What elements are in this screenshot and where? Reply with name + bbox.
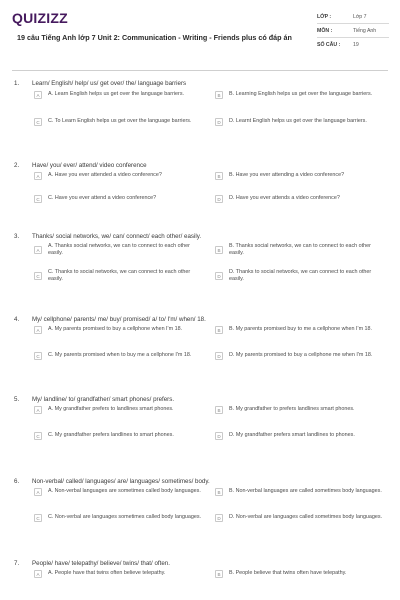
question-number: 7.	[14, 560, 20, 567]
question-header	[0, 476, 400, 488]
option-letter-box[interactable]: D	[215, 272, 223, 280]
option-letter-box[interactable]: B	[215, 488, 223, 496]
answer-option[interactable]	[34, 570, 215, 578]
question-header	[0, 314, 400, 326]
option-text: B. Thanks social networks, we can to connect to each other easily.	[229, 243, 371, 257]
header-divider	[12, 70, 388, 71]
question-number: 5.	[14, 396, 20, 403]
question-item	[0, 394, 400, 439]
answer-option[interactable]	[34, 91, 215, 99]
meta-row-class	[317, 10, 389, 24]
question-header	[0, 394, 400, 406]
option-text: A. People have that twins often believe telepathy.	[48, 570, 166, 577]
answer-row	[34, 570, 396, 578]
question-number: 3.	[14, 233, 20, 240]
answer-option[interactable]	[34, 243, 215, 258]
answer-option[interactable]	[215, 243, 396, 258]
answer-option[interactable]	[34, 118, 215, 126]
option-letter-box[interactable]: D	[215, 432, 223, 440]
answer-option[interactable]	[34, 326, 215, 334]
answer-option[interactable]	[34, 488, 215, 496]
answer-row	[34, 488, 396, 496]
question-item	[0, 476, 400, 521]
option-letter-box[interactable]: D	[215, 195, 223, 203]
option-letter-box[interactable]: B	[215, 172, 223, 180]
question-number: 4.	[14, 316, 20, 323]
option-text: D. My parents promised to buy a cellphone me when I'm 18.	[229, 352, 373, 359]
answer-option[interactable]	[215, 514, 396, 522]
answer-option[interactable]	[215, 172, 396, 180]
question-number: 2.	[14, 162, 20, 169]
answer-option[interactable]	[34, 352, 215, 360]
answer-option[interactable]	[34, 195, 215, 203]
option-letter-box[interactable]: A	[34, 570, 42, 578]
meta-label: SỐ CÂU :	[317, 42, 341, 48]
question-text: Learn/ English/ help/ us/ get over/ the/ language barriers	[32, 80, 187, 87]
option-letter-box[interactable]: A	[34, 326, 42, 334]
option-text: B. My parents promised buy to me a cellphone when I'm 18.	[229, 326, 373, 333]
option-text: A. Learn English helps us get over the language barriers.	[48, 91, 185, 98]
option-letter-box[interactable]: B	[215, 91, 223, 99]
answer-option[interactable]	[215, 195, 396, 203]
option-text: B. Non-verbal languages are called sometimes body languages.	[229, 488, 382, 495]
answer-row	[34, 326, 396, 334]
option-letter-box[interactable]: D	[215, 118, 223, 126]
answer-option[interactable]	[215, 570, 396, 578]
option-text: C. Non-verbal are languages sometimes called body languages.	[48, 514, 202, 521]
answer-row	[34, 406, 396, 414]
answer-row	[34, 269, 396, 284]
option-letter-box[interactable]: A	[34, 246, 42, 254]
question-header	[0, 558, 400, 570]
answer-option[interactable]	[34, 269, 215, 284]
option-text: D. My grandfather prefers smart landlines to phones.	[229, 432, 355, 439]
meta-value: Tiếng Anh	[353, 27, 377, 34]
option-letter-box[interactable]: D	[215, 352, 223, 360]
option-letter-box[interactable]: B	[215, 326, 223, 334]
answer-row	[34, 243, 396, 258]
question-number: 6.	[14, 478, 20, 485]
answer-option[interactable]	[215, 488, 396, 496]
meta-label: LỚP :	[317, 13, 332, 20]
answer-row	[34, 352, 396, 360]
option-text: A. Have you ever attended a video conference?	[48, 172, 162, 179]
option-letter-box[interactable]: B	[215, 246, 223, 254]
answer-option[interactable]	[215, 91, 396, 99]
option-text: A. My parents promised to buy a cellphone when I'm 18.	[48, 326, 183, 333]
answer-row	[34, 514, 396, 522]
option-letter-box[interactable]: C	[34, 195, 42, 203]
meta-row-question-count	[317, 38, 389, 52]
option-letter-box[interactable]: C	[34, 514, 42, 522]
answer-option[interactable]	[34, 406, 215, 414]
question-item	[0, 558, 400, 577]
answer-option[interactable]	[215, 432, 396, 440]
option-letter-box[interactable]: B	[215, 570, 223, 578]
option-letter-box[interactable]: D	[215, 514, 223, 522]
worksheet-meta	[317, 10, 389, 52]
question-item	[0, 78, 400, 125]
question-header	[0, 231, 400, 243]
option-letter-box[interactable]: C	[34, 432, 42, 440]
option-letter-box[interactable]: C	[34, 118, 42, 126]
answer-option[interactable]	[215, 269, 396, 284]
option-text: B. People believe that twins often have telepathy.	[229, 570, 347, 577]
question-text: People/ have/ telepathy/ believe/ twins/ that/ often.	[32, 560, 170, 567]
meta-value: Lớp 7	[353, 13, 367, 20]
worksheet-title: 19 câu Tiếng Anh lớp 7 Unit 2: Communication - Writing - Friends plus có đáp án	[17, 33, 292, 42]
option-text: B. Learning English helps us get over the language barriers.	[229, 91, 373, 98]
question-header	[0, 160, 400, 172]
question-item	[0, 160, 400, 202]
answer-row	[34, 195, 396, 203]
question-text: My/ cellphone/ parents/ me/ buy/ promised/ a/ to/ I'm/ when/ 18.	[32, 316, 206, 323]
quizizz-logo[interactable]: QUIZIZZ	[12, 10, 68, 26]
option-text: B. My grandfather to prefers landlines smart phones.	[229, 406, 355, 413]
question-item	[0, 231, 400, 283]
option-letter-box[interactable]: A	[34, 488, 42, 496]
option-text: C. My grandfather prefers landlines to smart phones.	[48, 432, 174, 439]
option-text: D. Have you ever attends a video conference?	[229, 195, 340, 202]
option-text: D. Learnt English helps us get over the language barriers.	[229, 118, 367, 125]
option-letter-box[interactable]: C	[34, 272, 42, 280]
option-letter-box[interactable]: A	[34, 406, 42, 414]
answer-option[interactable]	[215, 406, 396, 414]
answer-option[interactable]	[215, 352, 396, 360]
option-text: D. Non-verbal are languages called sometimes body languages.	[229, 514, 383, 521]
worksheet-header	[0, 0, 400, 64]
option-text: A. Non-verbal languages are sometimes called body languages.	[48, 488, 201, 495]
question-item	[0, 314, 400, 359]
meta-label: MÔN :	[317, 27, 333, 34]
question-text: Have/ you/ ever/ attend/ video conference	[32, 162, 147, 169]
answer-option[interactable]	[34, 432, 215, 440]
answer-option[interactable]	[34, 172, 215, 180]
answer-option[interactable]	[34, 514, 215, 522]
answer-option[interactable]	[215, 118, 396, 126]
question-number: 1.	[14, 80, 20, 87]
option-letter-box[interactable]: A	[34, 172, 42, 180]
option-text: D. Thanks to social networks, we can connect to each other easily.	[229, 269, 372, 283]
option-text: B. Have you ever attending a video conference?	[229, 172, 345, 179]
answer-row	[34, 91, 396, 99]
option-letter-box[interactable]: C	[34, 352, 42, 360]
option-text: C. Have you ever attend a video conference?	[48, 195, 157, 202]
answer-option[interactable]	[215, 326, 396, 334]
question-text: Non-verbal/ called/ languages/ are/ languages/ sometimes/ body.	[32, 478, 210, 485]
answer-row	[34, 172, 396, 180]
option-text: A. My grandfather prefers to landlines smart phones.	[48, 406, 174, 413]
question-header	[0, 78, 400, 90]
meta-row-subject	[317, 24, 389, 38]
meta-value: 19	[353, 42, 359, 48]
option-text: C. My parents promised when to buy me a cellphone I'm 18.	[48, 352, 192, 359]
option-letter-box[interactable]: B	[215, 406, 223, 414]
option-text: A. Thanks social networks, we can to connect to each other easily.	[48, 243, 190, 257]
answer-row	[34, 118, 396, 126]
option-text: C. Thanks to social networks, we can connect to each other easily.	[48, 269, 191, 283]
option-text: C. To Learn English helps us get over the language barriers.	[48, 118, 192, 125]
question-text: Thanks/ social networks, we/ can/ connect/ each other/ easily.	[32, 233, 202, 240]
answer-row	[34, 432, 396, 440]
option-letter-box[interactable]: A	[34, 91, 42, 99]
question-text: My/ landline/ to/ grandfather/ smart phones/ prefers.	[32, 396, 175, 403]
